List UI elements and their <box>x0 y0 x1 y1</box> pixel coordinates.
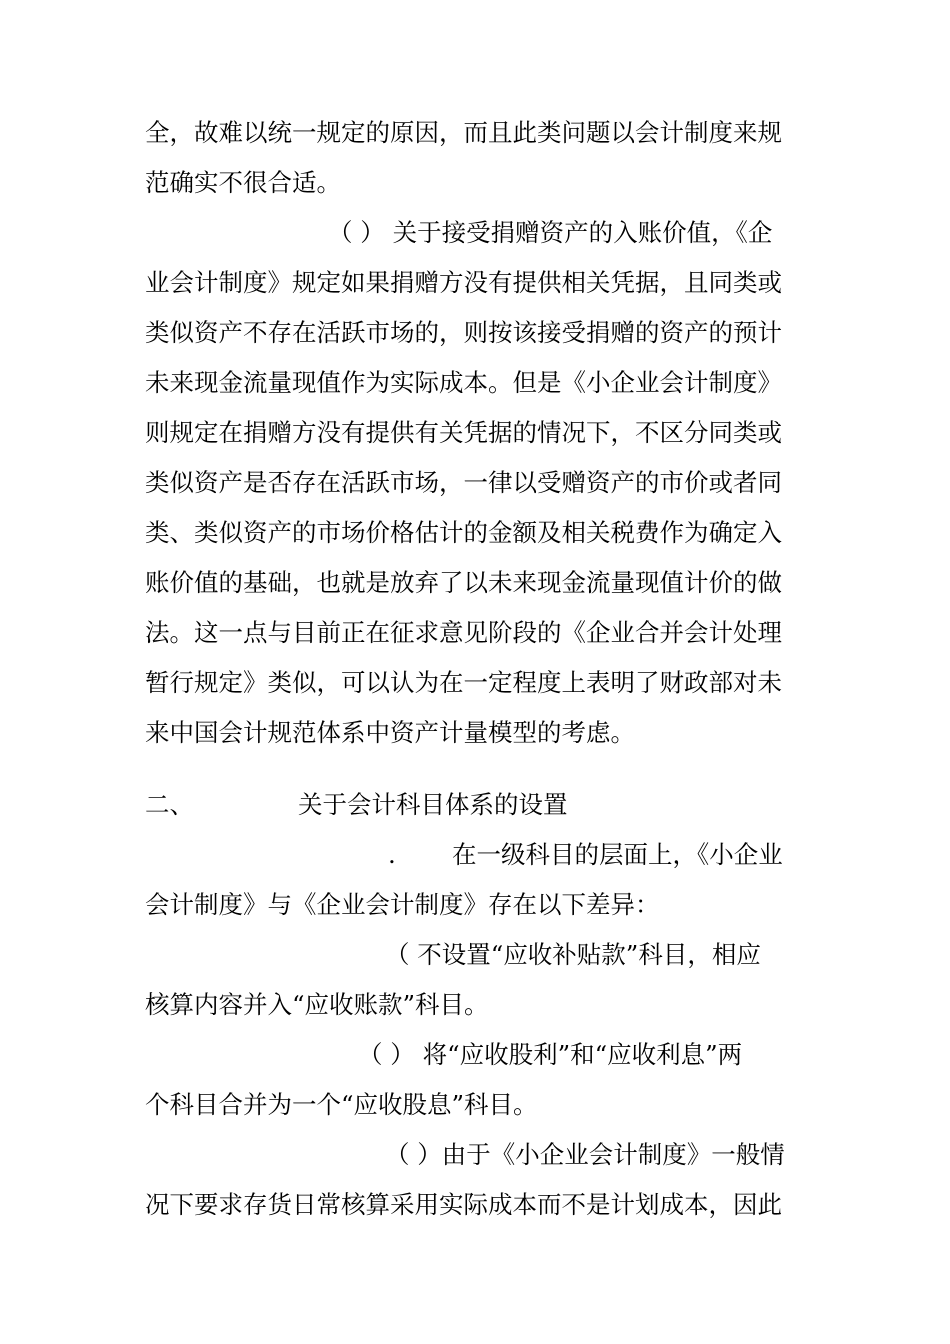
text-line: （ 不设置“应收补贴款”科目，相应 <box>385 940 761 969</box>
text-line: 会计制度》与《企业会计制度》存在以下差异： <box>145 890 660 919</box>
text-line: 未来现金流量现值作为实际成本。但是《小企业会计制度》 <box>145 368 782 397</box>
text-line: （ ） 关于接受捐赠资产的入账价值，《企 <box>328 218 773 247</box>
text-line: 范确实不很合适。 <box>145 168 341 197</box>
text-line: 个科目合并为一个“应收股息”科目。 <box>145 1090 538 1119</box>
text-line: （ ） 将“应收股利”和“应收利息”两 <box>358 1040 743 1069</box>
text-line: 暂行规定》类似，可以认为在一定程度上表明了财政部对未 <box>145 668 782 697</box>
text-line: 类似资产不存在活跃市场的，则按该接受捐赠的资产的预计 <box>145 318 782 347</box>
text-line: 法。这一点与目前正在征求意见阶段的《企业合并会计处理 <box>145 618 782 647</box>
text-line: 则规定在捐赠方没有提供有关凭据的情况下，不区分同类或 <box>145 418 782 447</box>
text-line: 来中国会计规范体系中资产计量模型的考虑。 <box>145 718 635 747</box>
text-line: 业会计制度》规定如果捐赠方没有提供相关凭据，且同类或 <box>145 268 782 297</box>
text-line: 在一级科目的层面上，《小企业 <box>452 840 783 869</box>
text-line: 类、类似资产的市场价格估计的金额及相关税费作为确定入 <box>145 518 782 547</box>
text-line: 全，故难以统一规定的原因，而且此类问题以会计制度来规 <box>145 118 782 147</box>
text-line: 类似资产是否存在活跃市场，一律以受赠资产的市价或者同 <box>145 468 782 497</box>
text-line: 账价值的基础，也就是放弃了以未来现金流量现值计价的做 <box>145 568 782 597</box>
text-line: 况下要求存货日常核算采用实际成本而不是计划成本，因此 <box>145 1190 782 1219</box>
list-marker: . <box>388 840 396 869</box>
text-line: 核算内容并入“应收账款”科目。 <box>145 990 489 1019</box>
text-line: （ ）由于《小企业会计制度》一般情 <box>385 1140 785 1169</box>
section-heading: 关于会计科目体系的设置 <box>298 790 568 819</box>
section-number: 二、 <box>145 790 194 819</box>
